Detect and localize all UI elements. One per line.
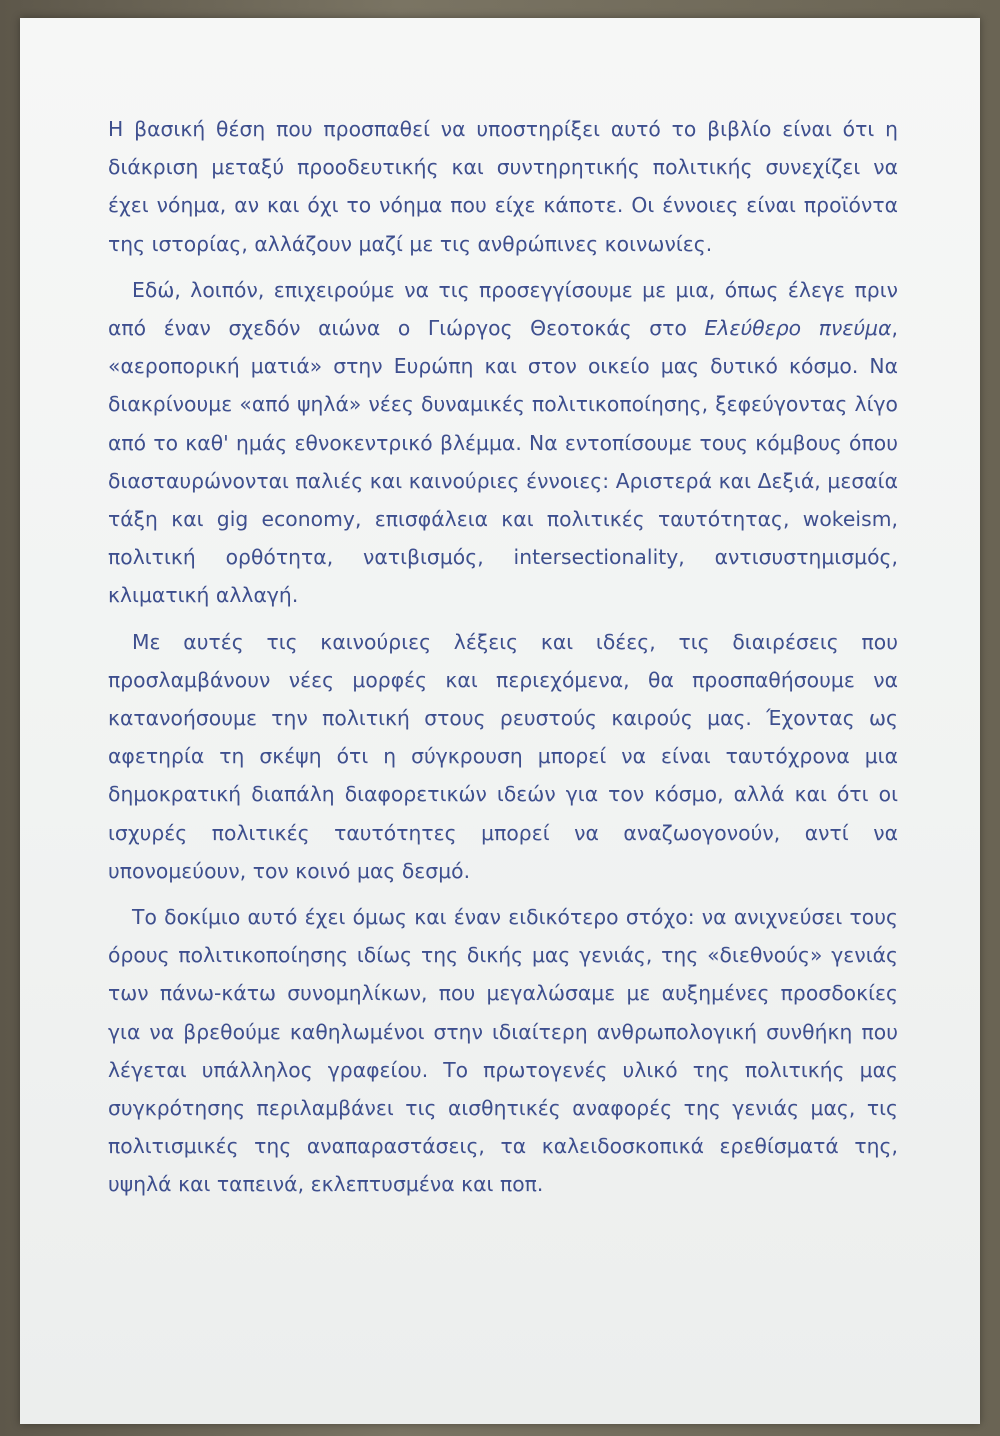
paragraph-2-text-after: , «αεροπορική ματιά» στην Ευρώπη και στον οικείο μας δυτικό κόσμο. Να διακρίνουμε «από ψηλά» νέες δυναμικές πολιτικοποίησης, ξεφεύγοντας λίγο από το καθ' ημάς εθνοκεντρικό βλέμμα. Να εντοπίσουμε τους κόμβους όπου διασταυρώνονται παλιές και καινούριες έννοιες: Αριστερά και Δεξιά, μεσαία τάξη και gig economy, επισφάλεια και πολιτικές ταυτότητας, wokeism, πολιτική ορθότητα, νατιβισμός, intersectionality, αντισυστημισμός, κλιματική αλλαγή. <box>108 316 898 608</box>
paragraph-3 <box>108 623 898 890</box>
paragraph-2-text-before: Εδώ, λοιπόν, επιχειρούμε να τις προσεγγίσουμε με μια, όπως έλεγε πριν από έναν σχεδόν αιώνα ο Γιώργος Θεοτοκάς στο <box>108 277 898 341</box>
paragraph-1 <box>108 110 898 263</box>
blurb-text <box>108 110 898 1212</box>
paragraph-4 <box>108 898 898 1204</box>
book-back-cover <box>20 18 980 1424</box>
paragraph-4-text: Το δοκίμιο αυτό έχει όμως και έναν ειδικότερο στόχο: να ανιχνεύσει τους όρους πολιτικοποίησης ιδίως της δικής μας γενιάς, της «διεθνούς» γενιάς των πάνω-κάτω συνομηλίκων, που μεγαλώσαμε με αυξημένες προσδοκίες για να βρεθούμε καθηλωμένοι στην ιδιαίτερη ανθρωπολογική συνθήκη που λέγεται υπάλληλος γραφείου. Το πρωτογενές υλικό της πολιτικής μας συγκρότησης περιλαμβάνει τις αισθητικές αναφορές της γενιάς μας, τις πολιτισμικές της αναπαραστάσεις, τα καλειδοσκοπικά ερεθίσματά της, υψηλά και ταπεινά, εκλεπτυσμένα και ποπ. <box>108 905 898 1197</box>
paragraph-3-text: Με αυτές τις καινούριες λέξεις και ιδέες, τις διαιρέσεις που προσλαμβάνουν νέες μορφές και περιεχόμενα, θα προσπαθήσουμε να κατανοήσουμε την πολιτική στους ρευστούς καιρούς μας. Έχοντας ως αφετηρία τη σκέψη ότι η σύγκρουση μπορεί να είναι ταυτόχρονα μια δημοκρατική διαπάλη διαφορετικών ιδεών για τον κόσμο, αλλά και ότι οι ισχυρές πολιτικές ταυτότητες μπορεί να αναζωογονούν, αντί να υπονομεύουν, τον κοινό μας δεσμό. <box>108 629 898 883</box>
paragraph-1-text: Η βασική θέση που προσπαθεί να υποστηρίξει αυτό το βιβλίο είναι ότι η διάκριση μεταξύ προοδευτικής και συντηρητικής πολιτικής συνεχίζει να έχει νόημα, αν και όχι το νόημα που είχε κάποτε. Οι έννοιες είναι προϊόντα της ιστορίας, αλλάζουν μαζί με τις ανθρώπινες κοινωνίες. <box>108 117 898 256</box>
book-title-italic: Ελεύθερο πνεύμα <box>704 316 892 341</box>
paragraph-2 <box>108 271 898 615</box>
